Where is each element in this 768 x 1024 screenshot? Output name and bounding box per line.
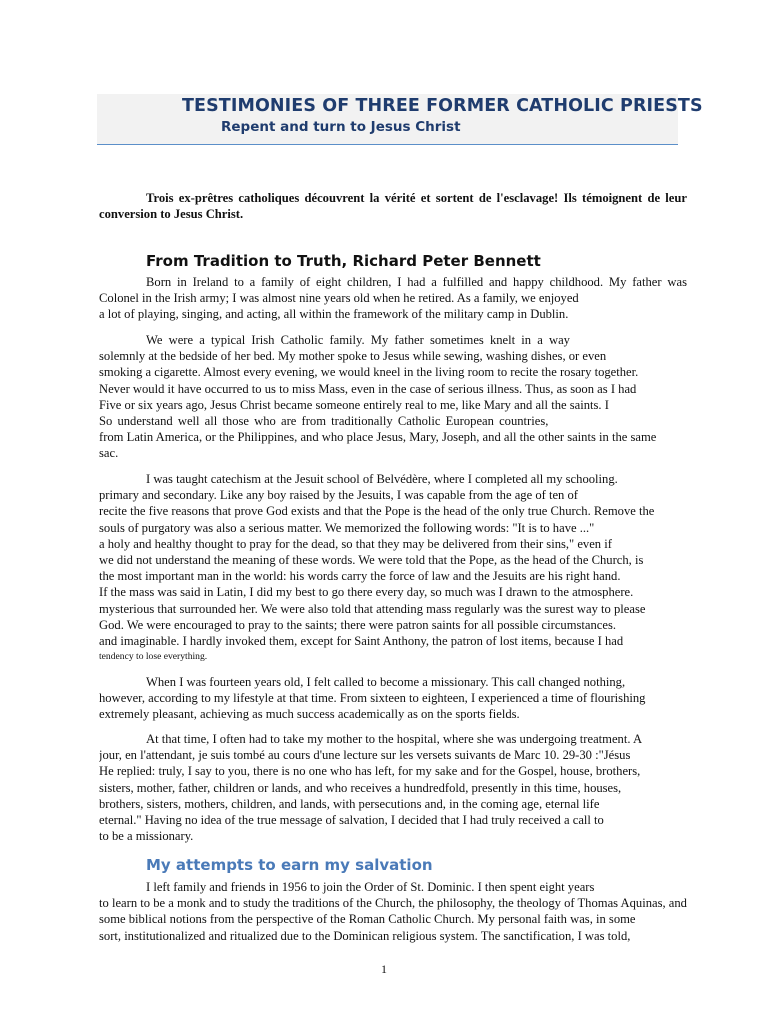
- section-heading-tradition-to-truth: From Tradition to Truth, Richard Peter Bennett: [146, 252, 541, 270]
- paragraph-line: and imaginable. I hardly invoked them, except for Saint Anthony, the patron of lost items, because I had: [99, 634, 624, 649]
- paragraph-line: sort, institutionalized and ritualized due to the Dominican religious system. The sanctification, I was told,: [99, 928, 631, 943]
- paragraph-missionary-call: [99, 674, 687, 723]
- intro-line: conversion to Jesus Christ.: [99, 207, 244, 222]
- paragraph-line: When I was fourteen years old, I felt called to become a missionary. This call changed nothing,: [146, 675, 626, 689]
- intro-line: Trois ex-prêtres catholiques découvrent la vérité et sortent de l'esclavage! Ils témoignent de leur: [146, 191, 687, 205]
- paragraph-line: brothers, sisters, mothers, children, and lands, with persecutions and, in the coming age, eternal life: [99, 796, 600, 811]
- document-subtitle: Repent and turn to Jesus Christ: [221, 119, 461, 135]
- paragraph-line: recite the five reasons that prove God exists and that the Pope is the head of the only true Church. Remove the: [99, 504, 655, 519]
- paragraph-line: some biblical notions from the perspective of the Roman Catholic Church. My personal faith was, in some: [99, 912, 636, 927]
- paragraph-line: solemnly at the bedside of her bed. My mother spoke to Jesus while sewing, washing dishes, or even: [99, 349, 607, 364]
- paragraph-line: I left family and friends in 1956 to join the Order of St. Dominic. I then spent eight years: [146, 880, 595, 894]
- paragraph-line: a holy and healthy thought to pray for the dead, so that they may be delivered from their sins," even if: [99, 536, 612, 551]
- section-heading-earn-salvation: My attempts to earn my salvation: [146, 856, 433, 874]
- paragraph-line: extremely pleasant, achieving as much success academically as on the sports fields.: [99, 707, 520, 722]
- paragraph-catechism: [99, 471, 687, 665]
- paragraph-line: the most important man in the world: his words carry the force of law and the Jesuits are his right hand.: [99, 569, 621, 584]
- paragraph-line: So understand well all those who are from traditionally Catholic European countries,: [99, 414, 549, 429]
- paragraph-line: He replied: truly, I say to you, there is no one who has left, for my sake and for the Gospel, house, brothers,: [99, 764, 641, 779]
- paragraph-line: tendency to lose everything.: [99, 651, 208, 663]
- page-number: 1: [381, 962, 387, 976]
- paragraph-line: Colonel in the Irish army; I was almost nine years old when he retired. As a family, we enjoyed: [99, 291, 579, 306]
- paragraph-line: we did not understand the meaning of these words. We were told that the Pope, as the head of the Church, is: [99, 553, 644, 568]
- paragraph-line: to be a missionary.: [99, 829, 194, 844]
- paragraph-line: from Latin America, or the Philippines, and who place Jesus, Mary, Joseph, and all the other saints in the same: [99, 430, 657, 445]
- paragraph-line: smoking a cigarette. Almost every evening, we would kneel in the living room to recite the rosary together.: [99, 365, 639, 380]
- paragraph-line: sisters, mother, father, children or lands, and who receives a hundredfold, presently in this time, houses,: [99, 780, 622, 795]
- paragraph-hospital: [99, 731, 687, 844]
- paragraph-line: sac.: [99, 446, 119, 461]
- paragraph-line: We were a typical Irish Catholic family. My father sometimes knelt in a way: [146, 333, 570, 347]
- intro-paragraph: [99, 190, 687, 222]
- paragraph-line: Born in Ireland to a family of eight children, I had a fulfilled and happy childhood. My father was: [146, 275, 687, 289]
- paragraph-line: At that time, I often had to take my mother to the hospital, where she was undergoing treatment. A: [146, 732, 643, 746]
- paragraph-line: mysterious that surrounded her. We were also told that attending mass regularly was the surest way to please: [99, 601, 646, 616]
- paragraph-childhood: [99, 274, 687, 323]
- paragraph-line: to learn to be a monk and to study the traditions of the Church, the philosophy, the theology of Thomas Aquinas, and: [99, 896, 687, 911]
- paragraph-line: eternal." Having no idea of the true message of salvation, I decided that I had truly received a call to: [99, 813, 604, 828]
- paragraph-line: Five or six years ago, Jesus Christ became someone entirely real to me, like Mary and all the saints. I: [99, 397, 609, 412]
- paragraph-line: a lot of playing, singing, and acting, all within the framework of the military camp in Dublin.: [99, 307, 569, 322]
- paragraph-dominican-order: [99, 879, 687, 944]
- paragraph-line: primary and secondary. Like any boy raised by the Jesuits, I was capable from the age of ten of: [99, 488, 578, 503]
- paragraph-line: If the mass was said in Latin, I did my best to go there every day, so much was I drawn to the atmosphere.: [99, 585, 634, 600]
- document-title: TESTIMONIES OF THREE FORMER CATHOLIC PRIESTS: [182, 96, 703, 116]
- paragraph-line: I was taught catechism at the Jesuit school of Belvédère, where I completed all my schooling.: [146, 472, 618, 486]
- paragraph-line: Never would it have occurred to us to miss Mass, even in the case of serious illness. Thus, as soon as I had: [99, 381, 637, 396]
- paragraph-line: however, according to my lifestyle at that time. From sixteen to eighteen, I experienced a time of flourishing: [99, 691, 646, 706]
- paragraph-line: jour, en l'attendant, je suis tombé au cours d'une lecture sur les versets suivants de Marc 10. 29-30 :"Jésus: [99, 748, 631, 763]
- paragraph-catholic-family: [99, 332, 687, 462]
- paragraph-line: God. We were encouraged to pray to the saints; there were patron saints for all possible circumstances.: [99, 617, 617, 632]
- paragraph-line: souls of purgatory was also a serious matter. We memorized the following words: "It is to have ...": [99, 520, 595, 535]
